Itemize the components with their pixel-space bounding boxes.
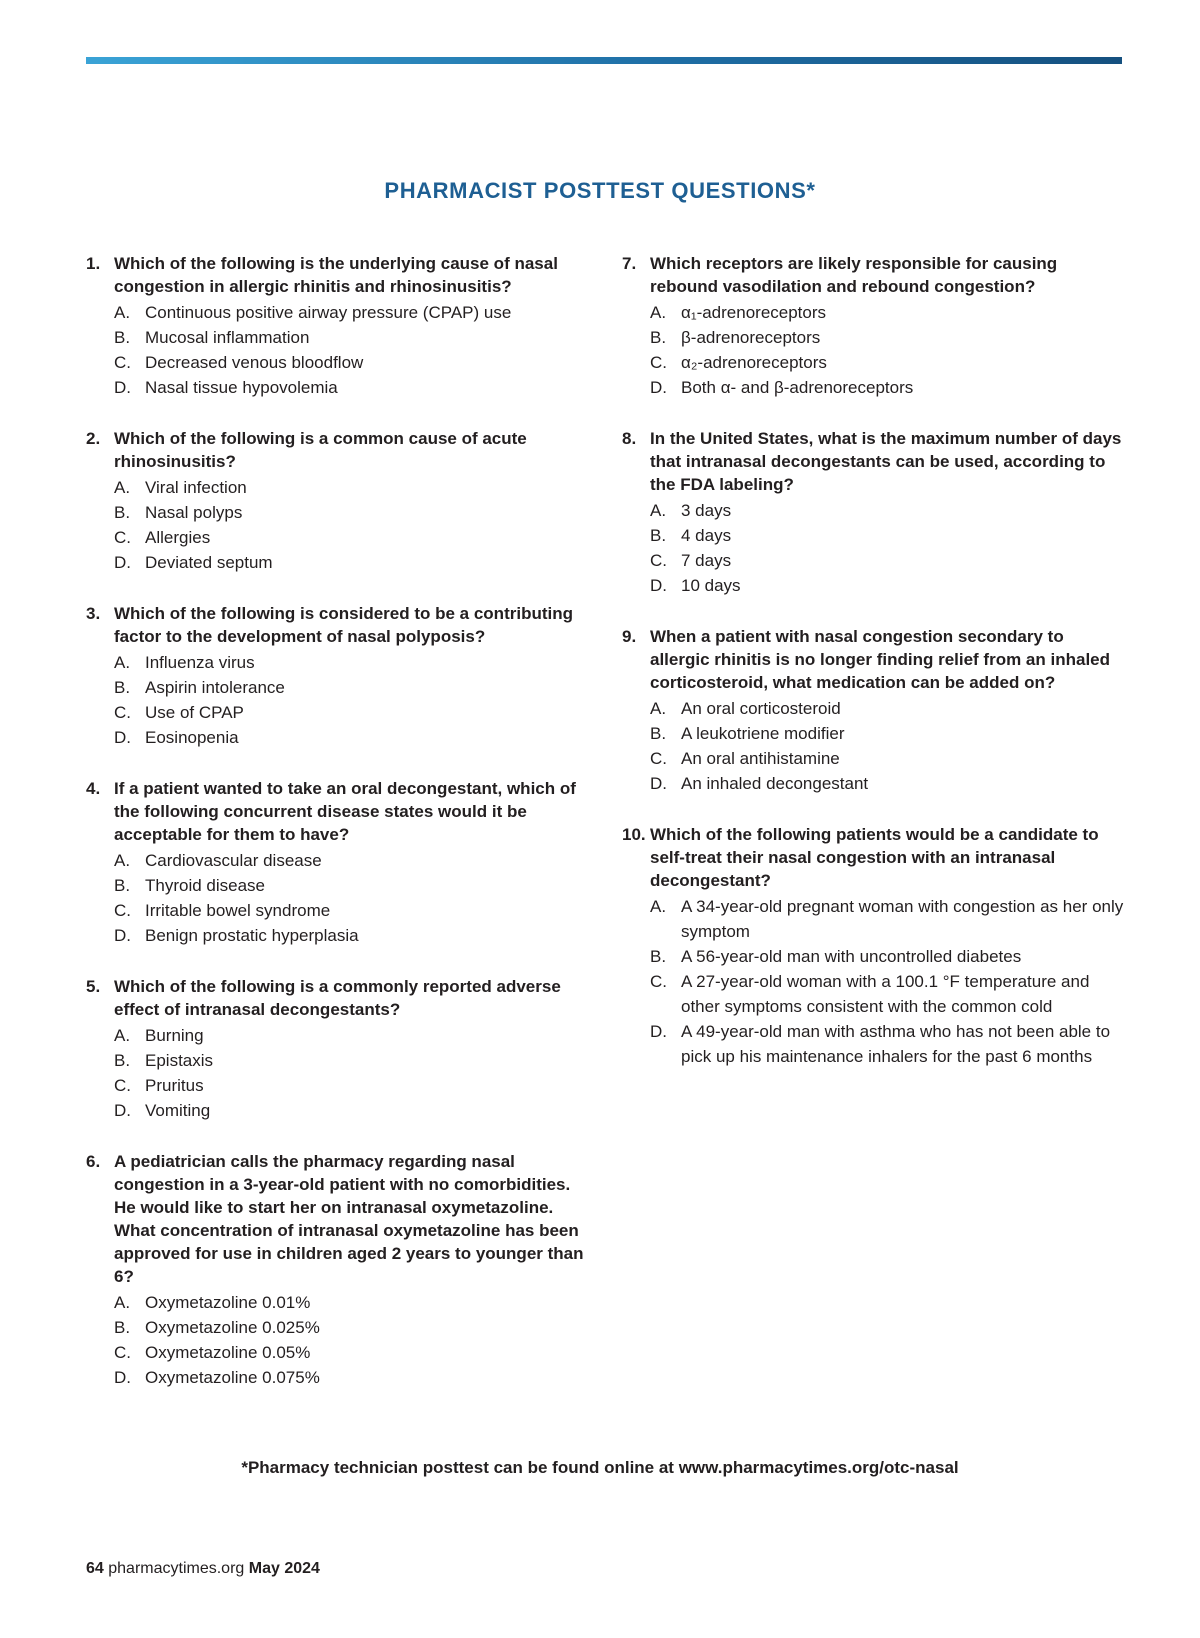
question-3 [86,602,586,750]
question-text: Which of the following is the underlying cause of nasal congestion in allergic rhinitis and rhinosinusitis? [114,254,558,296]
option-text: Irritable bowel syndrome [145,901,331,920]
question-8 [622,427,1127,598]
answer-options [114,1023,586,1123]
question-number: 5. [86,977,101,996]
option-letter: A. [650,699,667,718]
question-stem [86,427,586,473]
option-text: Continuous positive airway pressure (CPAP) use [145,303,512,322]
option-letter: A. [114,303,131,322]
site-name: pharmacytimes.org [108,1560,245,1577]
option-text: Nasal polyps [145,503,243,522]
question-text: If a patient wanted to take an oral decongestant, which of the following concurrent disease states would it be acceptable for them to have? [114,779,576,844]
question-6 [86,1150,586,1390]
option-text: Pruritus [145,1076,204,1095]
option-text: Eosinopenia [145,728,239,747]
option-text: A leukotriene modifier [681,724,845,743]
answer-option-d [650,573,1127,598]
option-text: Allergies [145,528,211,547]
question-stem [86,602,586,648]
answer-option-d [650,375,1127,400]
option-text: Burning [145,1026,204,1045]
option-text: 4 days [681,526,732,545]
answer-options [114,650,586,750]
question-7 [622,252,1127,400]
question-number: 1. [86,254,101,273]
option-letter: D. [114,1368,131,1387]
answer-option-c [650,746,1127,771]
option-text: An oral corticosteroid [681,699,841,718]
option-letter: D. [650,378,667,397]
answer-option-b [114,325,586,350]
answer-options [114,848,586,948]
option-text: Epistaxis [145,1051,214,1070]
question-text: A pediatrician calls the pharmacy regarding nasal congestion in a 3-year-old patient with no comorbidities. He would like to start her on intranasal oxymetazoline. What concentration of intranasal oxymetazoline has been approved for use in children aged 2 years to younger than 6? [114,1152,584,1286]
answer-options [650,498,1127,598]
answer-options [114,475,586,575]
option-text: An inhaled decongestant [681,774,869,793]
option-text: β-adrenoreceptors [681,328,821,347]
option-letter: A. [650,897,667,916]
answer-option-b [650,721,1127,746]
option-letter: B. [114,1051,131,1070]
option-text: Vomiting [145,1101,211,1120]
option-text: Aspirin intolerance [145,678,285,697]
page-number: 64 [86,1560,104,1577]
option-text: 3 days [681,501,732,520]
answer-option-c [114,1340,586,1365]
question-text: Which receptors are likely responsible for causing rebound vasodilation and rebound congestion? [650,254,1058,296]
question-stem [86,1150,586,1288]
option-letter: C. [114,901,131,920]
option-text: Use of CPAP [145,703,244,722]
questions-column-right [622,252,1127,1096]
question-stem [622,252,1127,298]
question-stem [86,777,586,846]
option-letter: C. [114,703,131,722]
question-number: 6. [86,1152,101,1171]
answer-option-c [114,898,586,923]
option-letter: D. [114,553,131,572]
answer-option-c [114,350,586,375]
option-text: Deviated septum [145,553,273,572]
option-text: α₂-adrenoreceptors [681,353,827,372]
option-letter: A. [650,501,667,520]
option-text: Influenza virus [145,653,255,672]
option-letter: D. [650,1022,667,1041]
question-number: 9. [622,627,637,646]
option-letter: A. [114,1293,131,1312]
option-letter: D. [650,774,667,793]
option-text: Oxymetazoline 0.01% [145,1293,311,1312]
answer-option-d [650,1019,1127,1069]
option-text: Benign prostatic hyperplasia [145,926,359,945]
top-accent-rule [86,57,1122,64]
answer-options [114,300,586,400]
questions-column-left [86,252,586,1417]
footnote: *Pharmacy technician posttest can be found online at www.pharmacytimes.org/otc-nasal [241,1458,959,1477]
answer-option-a [114,848,586,873]
option-text: Mucosal inflammation [145,328,310,347]
answer-option-c [114,525,586,550]
option-letter: C. [650,551,667,570]
answer-option-a [650,498,1127,523]
answer-option-b [650,325,1127,350]
answer-options [650,300,1127,400]
option-letter: B. [114,328,131,347]
option-text: Nasal tissue hypovolemia [145,378,338,397]
question-number: 10. [622,825,646,844]
question-text: Which of the following patients would be a candidate to self-treat their nasal congestion with an intranasal decongestant? [650,825,1099,890]
option-text: α₁-adrenoreceptors [681,303,827,322]
option-text: 7 days [681,551,732,570]
page-title: PHARMACIST POSTTEST QUESTIONS* [384,178,816,203]
option-text: A 56-year-old man with uncontrolled diabetes [681,947,1022,966]
answer-options [114,1290,586,1390]
answer-option-b [650,523,1127,548]
option-text: Decreased venous bloodflow [145,353,364,372]
question-5 [86,975,586,1123]
option-letter: D. [114,1101,131,1120]
answer-option-b [114,1048,586,1073]
question-4 [86,777,586,948]
answer-option-c [114,700,586,725]
option-letter: B. [650,724,667,743]
answer-option-a [114,300,586,325]
answer-option-a [650,894,1127,944]
option-letter: D. [114,728,131,747]
answer-option-d [114,1365,586,1390]
answer-option-b [114,1315,586,1340]
option-letter: B. [650,526,667,545]
option-letter: A. [114,851,131,870]
answer-options [650,894,1127,1069]
option-letter: C. [114,353,131,372]
answer-option-a [650,696,1127,721]
answer-option-b [650,944,1127,969]
answer-options [650,696,1127,796]
option-letter: A. [650,303,667,322]
question-10 [622,823,1127,1069]
question-text: In the United States, what is the maximum number of days that intranasal decongestants can be used, according to the FDA labeling? [650,429,1122,494]
option-text: Cardiovascular disease [145,851,322,870]
option-letter: A. [114,478,131,497]
option-letter: C. [114,1076,131,1095]
option-letter: C. [650,353,667,372]
answer-option-a [114,1023,586,1048]
option-letter: B. [114,876,131,895]
answer-option-b [114,500,586,525]
answer-option-c [114,1073,586,1098]
answer-option-d [650,771,1127,796]
option-text: Thyroid disease [145,876,266,895]
answer-option-a [114,475,586,500]
answer-option-a [114,1290,586,1315]
answer-option-c [650,548,1127,573]
question-text: Which of the following is considered to be a contributing factor to the development of nasal polyposis? [114,604,573,646]
answer-option-d [114,923,586,948]
option-letter: D. [650,576,667,595]
option-letter: C. [114,1343,131,1362]
option-text: A 49-year-old man with asthma who has not been able to pick up his maintenance inhalers for the past 6 months [681,1022,1111,1066]
option-letter: D. [114,378,131,397]
answer-option-b [114,873,586,898]
option-text: Oxymetazoline 0.025% [145,1318,320,1337]
option-letter: B. [650,947,667,966]
question-text: Which of the following is a common cause of acute rhinosinusitis? [114,429,527,471]
issue-date: May 2024 [248,1560,320,1577]
answer-option-a [114,650,586,675]
option-text: Oxymetazoline 0.075% [145,1368,320,1387]
page-footer [86,1560,320,1578]
question-number: 3. [86,604,101,623]
option-letter: B. [114,503,131,522]
answer-option-c [650,350,1127,375]
answer-option-d [114,725,586,750]
answer-option-b [114,675,586,700]
option-text: A 34-year-old pregnant woman with congestion as her only symptom [681,897,1124,941]
option-letter: A. [114,653,131,672]
question-number: 7. [622,254,637,273]
option-text: Both α- and β-adrenoreceptors [681,378,914,397]
option-letter: C. [114,528,131,547]
option-text: A 27-year-old woman with a 100.1 °F temperature and other symptoms consistent with the common cold [681,972,1090,1016]
question-stem [86,975,586,1021]
question-stem [622,625,1127,694]
answer-option-a [650,300,1127,325]
question-number: 8. [622,429,637,448]
option-text: Oxymetazoline 0.05% [145,1343,311,1362]
answer-option-c [650,969,1127,1019]
option-text: An oral antihistamine [681,749,840,768]
question-number: 2. [86,429,101,448]
question-text: Which of the following is a commonly reported adverse effect of intranasal decongestants? [114,977,561,1019]
option-letter: D. [114,926,131,945]
question-stem [622,427,1127,496]
question-9 [622,625,1127,796]
question-stem [622,823,1127,892]
option-letter: B. [114,1318,131,1337]
answer-option-d [114,550,586,575]
option-letter: B. [650,328,667,347]
question-stem [86,252,586,298]
question-number: 4. [86,779,101,798]
question-1 [86,252,586,400]
option-letter: B. [114,678,131,697]
option-letter: A. [114,1026,131,1045]
option-letter: C. [650,749,667,768]
question-2 [86,427,586,575]
option-letter: C. [650,972,667,991]
option-text: Viral infection [145,478,247,497]
answer-option-d [114,375,586,400]
question-text: When a patient with nasal congestion secondary to allergic rhinitis is no longer finding relief from an inhaled corticosteroid, what medication can be added on? [650,627,1111,692]
option-text: 10 days [681,576,741,595]
answer-option-d [114,1098,586,1123]
